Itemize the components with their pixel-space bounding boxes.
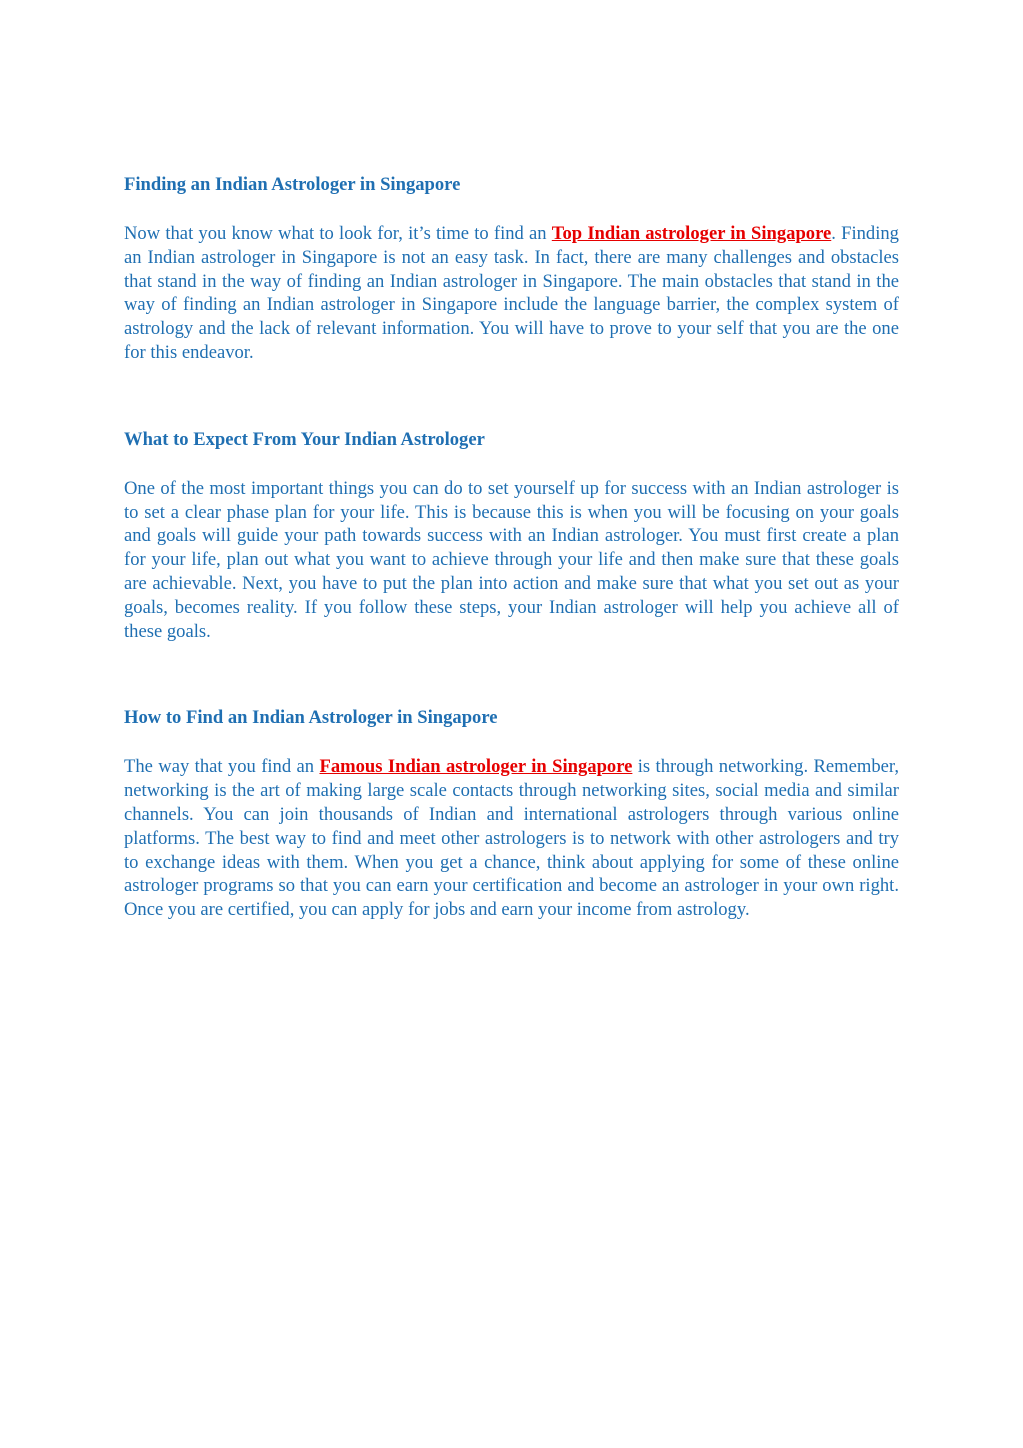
section-paragraph (124, 222, 899, 365)
section-paragraph (124, 755, 899, 922)
section-paragraph: One of the most important things you can do to set yourself up for success with an Indian astrologer is to set a clear phase plan for your life. This is because this is when you will be focusing on your goals and goals will guide your path towards success with an Indian astrologer. You must first create a plan for your life, plan out what you want to achieve through your life and then make sure that these goals are achievable. Next, you have to put the plan into action and make sure that what you set out as your goals, becomes reality. If you follow these steps, your Indian astrologer will help you achieve all of these goals. (124, 477, 899, 642)
section-how-to-find (124, 704, 899, 922)
paragraph-text: . Finding an Indian astrologer in Singapore is not an easy task. In fact, there are many challenges and obstacles that stand in the way of finding an Indian astrologer in Singapore. The main obstacles that stand in the way of finding an Indian astrologer in Singapore include the language barrier, the complex system of astrology and the lack of relevant information. You will have to prove to your self that you are the one for this endeavor. (124, 223, 899, 363)
section-heading: What to Expect From Your Indian Astrologer (124, 428, 485, 450)
section-what-to-expect (124, 426, 899, 644)
document-body (124, 171, 899, 922)
paragraph-text: is through networking. Remember, networking is the art of making large scale contacts through networking sites, social media and similar channels. You can join thousands of Indian and international astrologers through various online platforms. The best way to find and meet other astrologers is to network with other astrologers and try to exchange ideas with them. When you get a chance, think about applying for some of these online astrologer programs so that you can earn your certification and become an astrologer in your own right. Once you are certified, you can apply for jobs and earn your income from astrology. (124, 756, 899, 921)
paragraph-text: The way that you find an (124, 756, 320, 778)
section-finding-astrologer (124, 171, 899, 365)
section-heading: Finding an Indian Astrologer in Singapore (124, 174, 461, 195)
section-heading: How to Find an Indian Astrologer in Singapore (124, 707, 498, 729)
famous-astrologer-link[interactable]: Famous Indian astrologer in Singapore (319, 756, 633, 778)
top-astrologer-link[interactable]: Top Indian astrologer in Singapore (551, 223, 832, 244)
paragraph-text: Now that you know what to look for, it’s time to find an (124, 223, 552, 244)
